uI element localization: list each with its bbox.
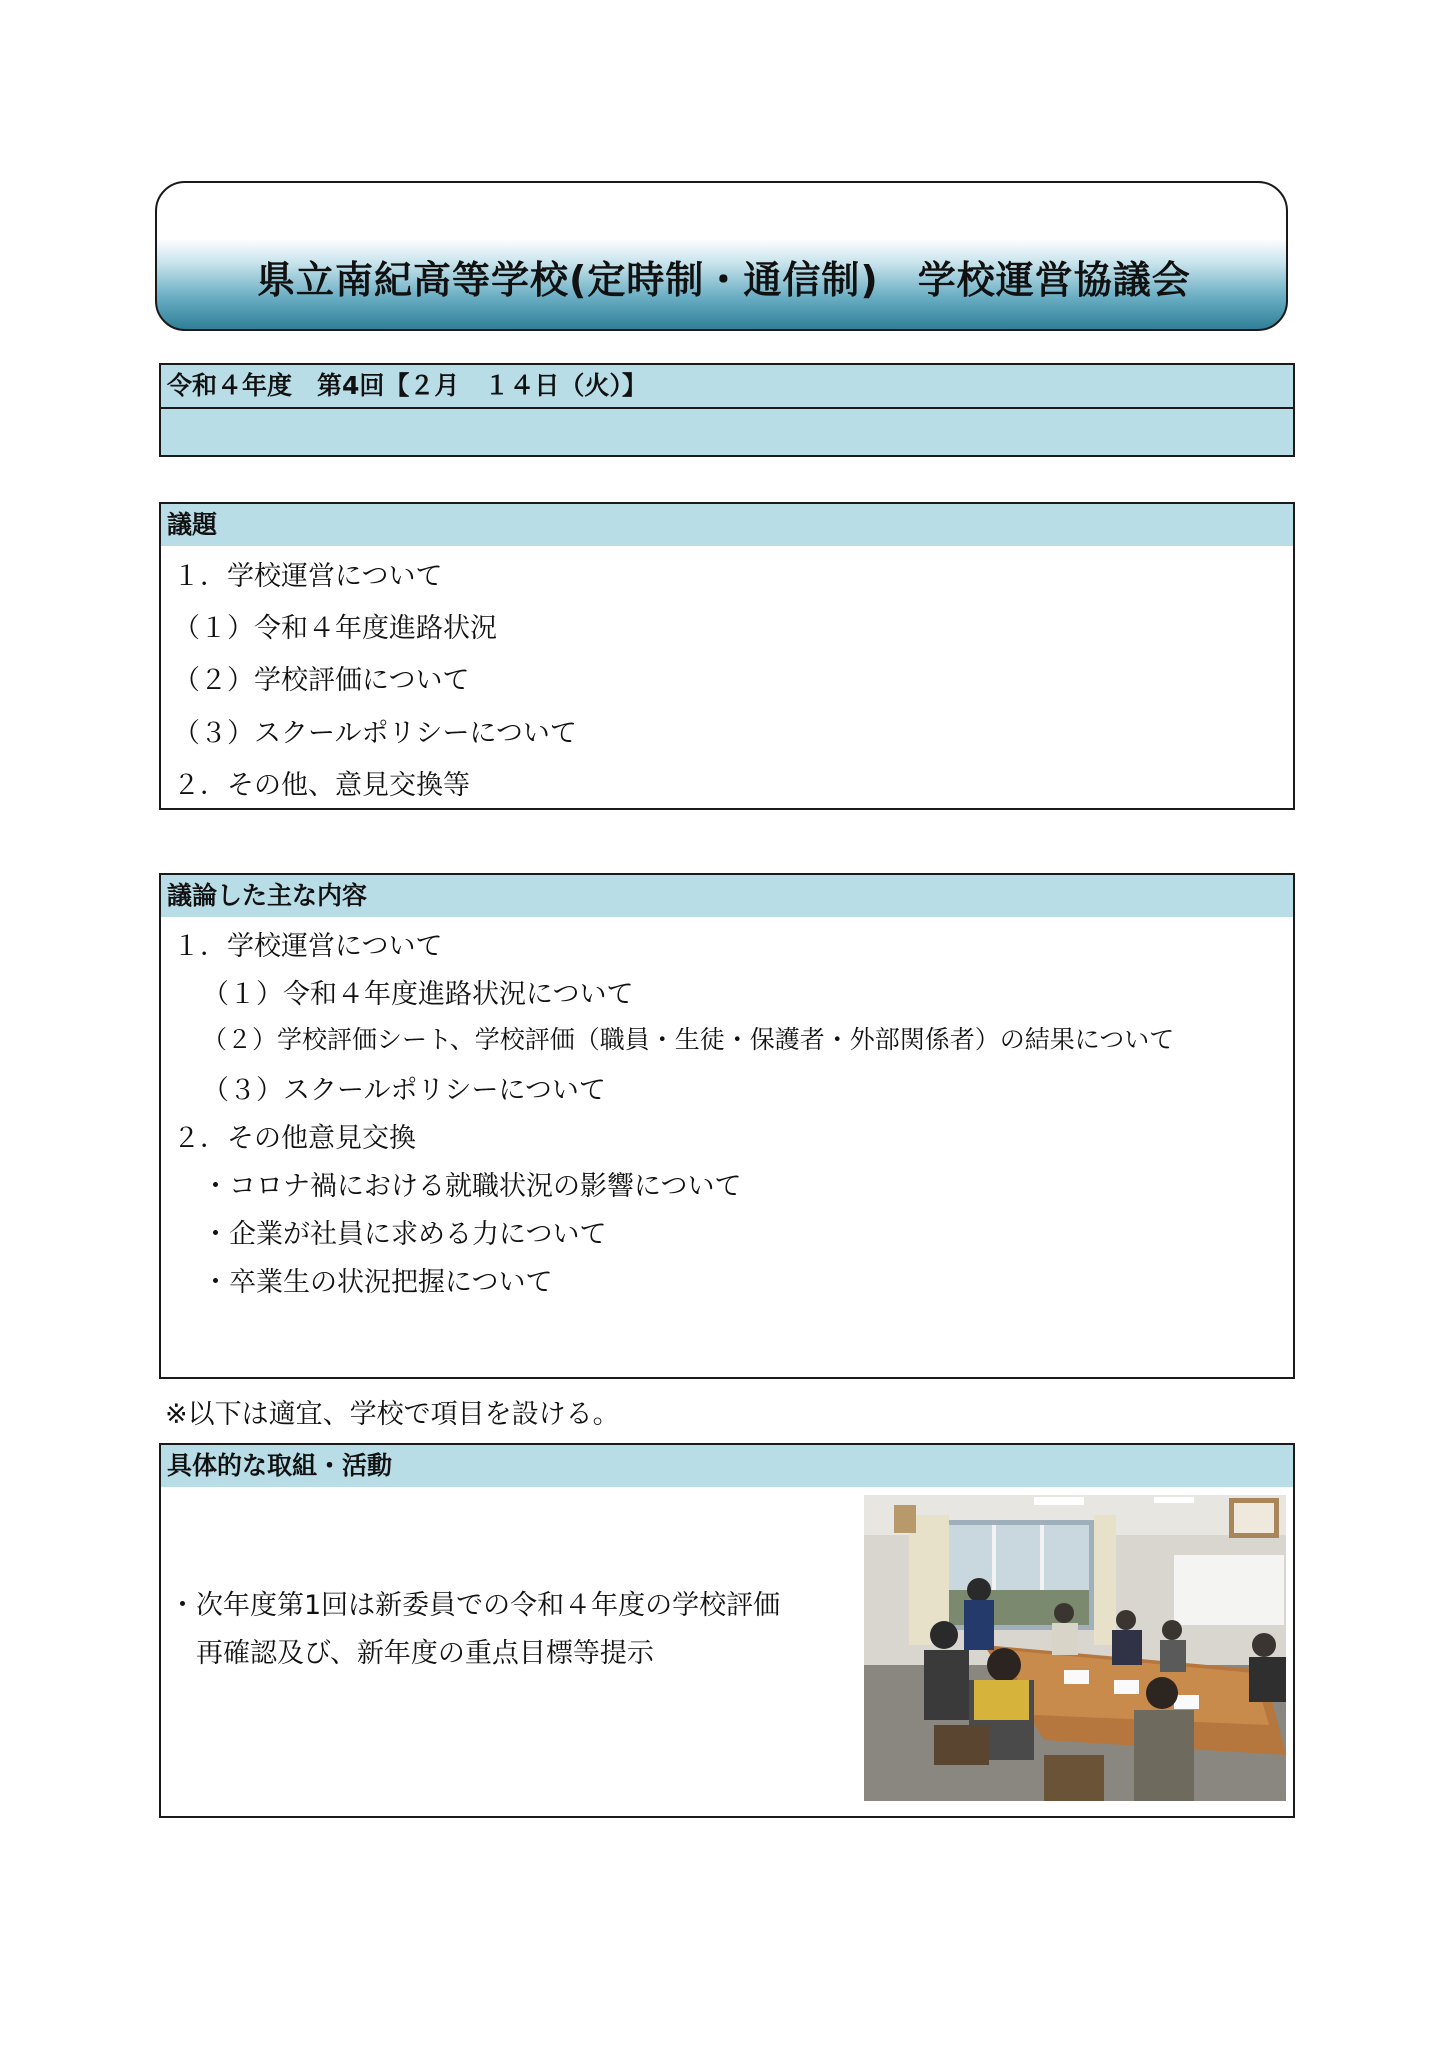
agenda-item: （１）令和４年度進路状況 <box>173 613 497 644</box>
meeting-date: 令和４年度 第4回【２月 １４日（火）】 <box>161 365 1293 409</box>
discussion-section <box>159 873 1295 1379</box>
agenda-item: （２）学校評価について <box>173 665 470 696</box>
discussion-heading: 議論した主な内容 <box>161 875 1293 917</box>
discussion-item: ２．その他意見交換 <box>173 1123 416 1154</box>
page-title: 県立南紀高等学校(定時制・通信制) 学校運営協議会 <box>257 258 1191 302</box>
activities-heading: 具体的な取組・活動 <box>161 1445 1293 1487</box>
agenda-heading: 議題 <box>161 504 1293 546</box>
discussion-item: １．学校運営について <box>173 931 443 962</box>
discussion-item: （１）令和４年度進路状況について <box>202 979 634 1010</box>
meeting-date-box <box>159 363 1295 457</box>
activity-line: ・次年度第1回は新委員での令和４年度の学校評価 <box>169 1590 781 1621</box>
agenda-item: ２．その他、意見交換等 <box>173 770 470 801</box>
meeting-photo <box>864 1495 1286 1801</box>
discussion-item: （２）学校評価シート、学校評価（職員・生徒・保護者・外部関係者）の結果について <box>202 1025 1175 1054</box>
agenda-item: １．学校運営について <box>173 561 443 592</box>
agenda-item: （３）スクールポリシーについて <box>173 718 577 749</box>
meeting-date-blank-row <box>161 409 1293 455</box>
discussion-item: ・コロナ禍における就職状況の影響について <box>202 1171 742 1202</box>
activity-line: 再確認及び、新年度の重点目標等提示 <box>196 1638 654 1669</box>
title-banner <box>155 181 1288 331</box>
discussion-item: （３）スクールポリシーについて <box>202 1075 606 1106</box>
agenda-section <box>159 502 1295 810</box>
discussion-item: ・企業が社員に求める力について <box>202 1219 607 1250</box>
discussion-item: ・卒業生の状況把握について <box>202 1267 553 1298</box>
note-text: ※以下は適宜、学校で項目を設ける。 <box>165 1399 620 1430</box>
